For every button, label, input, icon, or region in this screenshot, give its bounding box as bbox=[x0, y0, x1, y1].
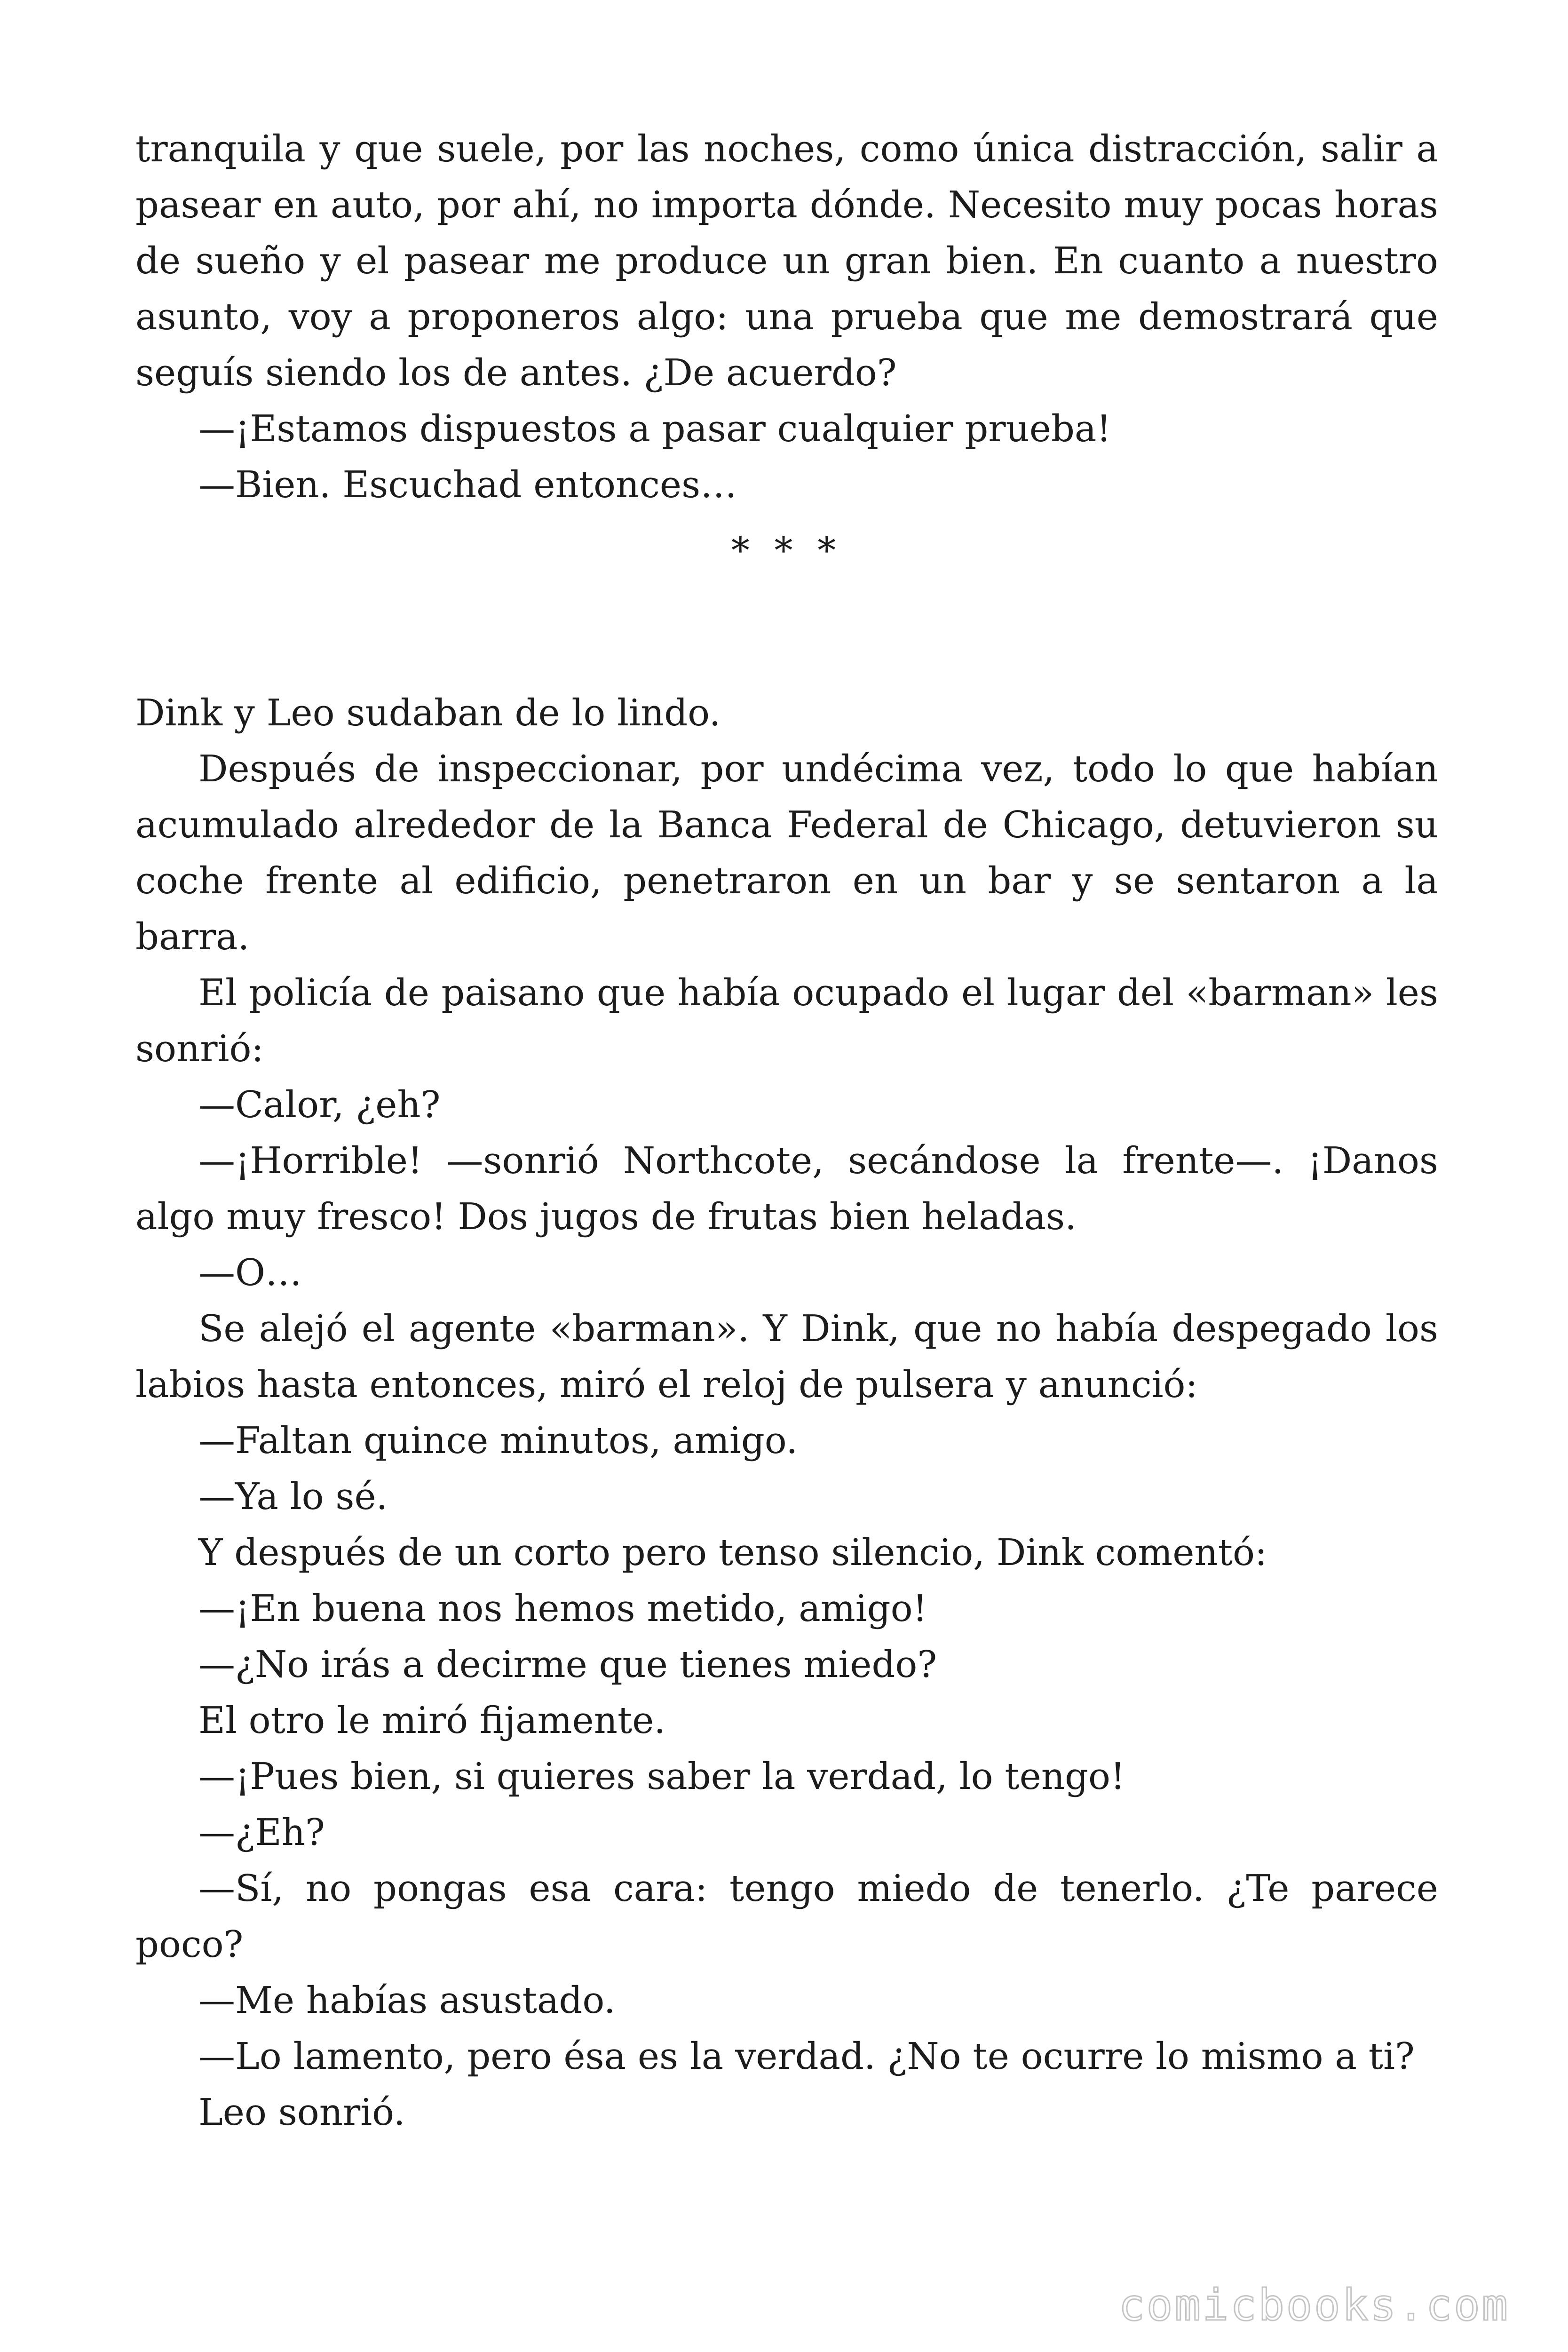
paragraph: —Calor, ¿eh? bbox=[198, 1084, 441, 1126]
paragraph: —¡Estamos dispuestos a pasar cualquier prueba! bbox=[198, 408, 1111, 450]
watermark: comicbooks.com bbox=[1118, 2280, 1510, 2330]
paragraph: Dink y Leo sudaban de lo lindo. bbox=[135, 692, 721, 734]
paragraph: Y después de un corto pero tenso silencio, Dink comentó: bbox=[198, 1532, 1267, 1574]
paragraph: El policía de paisano que había ocupado el lugar del «barman» les sonrió: bbox=[135, 972, 1438, 1070]
paragraph: tranquila y que suele, por las noches, como única distracción, salir a pasear en auto, por ahí, no importa dónde. Necesito muy pocas horas de sueño y el pasear me produce un gran bien. En cuanto a nuestro asunto, voy a proponeros algo: una prueba que me demostrará que seguís siendo los de antes. ¿De acuerdo? bbox=[135, 128, 1438, 394]
paragraph: Después de inspeccionar, por undécima vez, todo lo que habían acumulado alrededor de la Banca Federal de Chicago, detuvieron su coche frente al edificio, penetraron en un bar y se sentaron a la barra. bbox=[135, 748, 1438, 958]
paragraph: —¿No irás a decirme que tienes miedo? bbox=[198, 1644, 937, 1686]
paragraph: Se alejó el agente «barman». Y Dink, que no había despegado los labios hasta entonces, miró el reloj de pulsera y anunció: bbox=[135, 1308, 1438, 1406]
paragraph: El otro le miró fijamente. bbox=[198, 1700, 666, 1742]
paragraph: —Bien. Escuchad entonces… bbox=[198, 464, 737, 506]
paragraph: —Me habías asustado. bbox=[198, 1979, 616, 2022]
paragraph: —Ya lo sé. bbox=[198, 1476, 388, 1518]
paragraph: —¿Eh? bbox=[198, 1812, 325, 1854]
paragraph: Leo sonrió. bbox=[198, 2091, 405, 2134]
paragraph: —O… bbox=[198, 1252, 302, 1294]
paragraph: —¡En buena nos hemos metido, amigo! bbox=[198, 1588, 927, 1630]
paragraph: —¡Horrible! —sonrió Northcote, secándose la frente—. ¡Danos algo muy fresco! Dos jugos de frutas bien heladas. bbox=[135, 1140, 1438, 1238]
paragraph: —Lo lamento, pero ésa es la verdad. ¿No te ocurre lo mismo a ti? bbox=[198, 2035, 1415, 2078]
scene-break: * * * bbox=[731, 530, 843, 572]
body-text bbox=[135, 121, 1438, 2141]
paragraph: —Sí, no pongas esa cara: tengo miedo de tenerlo. ¿Te parece poco? bbox=[135, 1867, 1438, 1966]
paragraph: —Faltan quince minutos, amigo. bbox=[198, 1420, 798, 1462]
paragraph: —¡Pues bien, si quieres saber la verdad, lo tengo! bbox=[198, 1756, 1125, 1798]
